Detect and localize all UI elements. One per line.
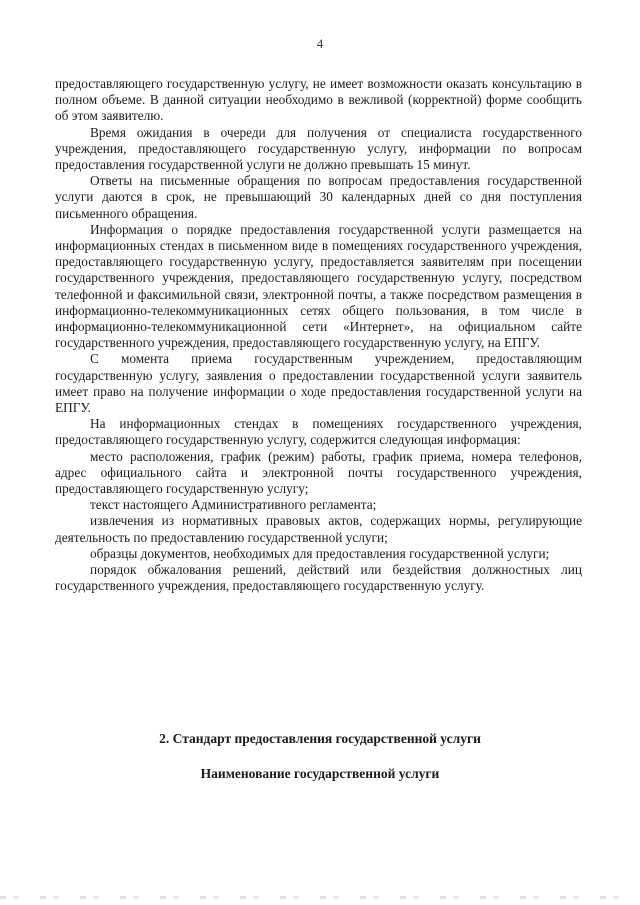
list-item-legal-extracts: извлечения из нормативных правовых актов, содержащих нормы, регулирующие деятельность по предоставлению государственной услуги; [55, 513, 582, 545]
paragraph-written-replies: Ответы на письменные обращения по вопросам предоставления государственной услуги даются в срок, не превышающий 30 календарных дней со дня поступления письменного обращения. [55, 173, 582, 221]
paragraph-info-stands: На информационных стендах в помещениях государственного учреждения, предоставляющего государственную услугу, содержится следующая информация: [55, 416, 582, 448]
section-heading: 2. Стандарт предоставления государственной услуги [159, 731, 481, 746]
paragraph-waiting-time: Время ожидания в очереди для получения от специалиста государственного учреждения, предоставляющего государственную услугу, информации по вопросам предоставления государственной услуги не должно превышать 15 минут. [55, 124, 582, 173]
list-item-document-samples: образцы документов, необходимых для предоставления государственной услуги; [90, 545, 550, 561]
scan-edge-artifact [0, 896, 640, 899]
subsection-heading: Наименование государственной услуги [200, 766, 440, 781]
paragraph-consultation: предоставляющего государственную услугу, не имеет возможности оказать консультацию в полном объеме. В данной ситуации необходимо в вежливой (корректной) форме сообщить об этом заявителю. [55, 76, 582, 124]
list-item-location-schedule: место расположения, график (режим) работы, график приема, номера телефонов, адрес официального сайта и электронной почты государственного учреждения, предоставляющего государственную услугу; [55, 448, 582, 497]
paragraph-epgu-status: С момента приема государственным учреждением, предоставляющим государственную услугу, заявления о предоставлении государственной услуги заявитель имеет право на получение информации о ходе предоставления государственной услуги на ЕПГУ. [55, 351, 582, 416]
paragraph-information-placement: Информация о порядке предоставления государственной услуги размещается на информационных стендах в письменном виде в помещениях государственного учреждения, предоставляющего государственную услугу, предоставляется заявителям при посещении государственного учреждения, предоставляющего государственную услугу, посредством телефонной и факсимильной связи, электронной почты, а также посредством размещения в информационно-телекоммуникационных сетях общего пользования, в том числе в информационно-телекоммуникационной сети «Интернет», на официальном сайте государственного учреждения, предоставляющего государственную услугу, на ЕПГУ. [55, 221, 582, 351]
document-body [55, 76, 582, 595]
page-number: 4 [316, 36, 324, 51]
list-item-appeal-procedure: порядок обжалования решений, действий или бездействия должностных лиц государственного учреждения, предоставляющего государственную услугу. [55, 562, 582, 594]
list-item-regulation-text: текст настоящего Административного регламента; [90, 497, 377, 513]
